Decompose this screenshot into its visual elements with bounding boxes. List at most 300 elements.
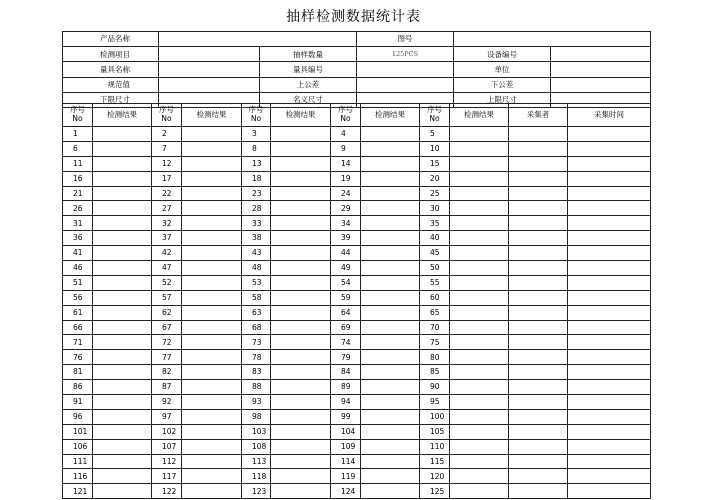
seq-number-cell: 96 bbox=[63, 409, 93, 424]
result-cell[interactable] bbox=[182, 320, 242, 335]
result-cell[interactable] bbox=[361, 231, 420, 246]
table-row bbox=[63, 335, 651, 350]
table-row bbox=[63, 365, 651, 380]
seq-number-cell: 71 bbox=[63, 335, 93, 350]
result-cell[interactable] bbox=[450, 454, 509, 469]
result-cell[interactable] bbox=[93, 186, 152, 201]
collector-cell[interactable] bbox=[509, 246, 568, 261]
table-row bbox=[63, 395, 651, 410]
seq-number-cell: 34 bbox=[331, 216, 361, 231]
result-cell[interactable] bbox=[450, 365, 509, 380]
seq-number-cell: 51 bbox=[63, 275, 93, 290]
result-cell[interactable] bbox=[93, 305, 152, 320]
sample-qty-label: 抽样数量 bbox=[260, 47, 357, 62]
inspection-item-label: 检测项目 bbox=[63, 47, 159, 62]
collect-time-cell[interactable] bbox=[568, 409, 651, 424]
result-cell[interactable] bbox=[182, 424, 242, 439]
seq-number-cell: 82 bbox=[152, 365, 182, 380]
header-row-item bbox=[63, 47, 651, 62]
collect-time-cell[interactable] bbox=[568, 454, 651, 469]
collect-time-cell[interactable] bbox=[568, 484, 651, 499]
seq-number-cell: 31 bbox=[63, 216, 93, 231]
collector-cell[interactable] bbox=[509, 395, 568, 410]
table-row bbox=[63, 216, 651, 231]
collector-cell[interactable] bbox=[509, 409, 568, 424]
collect-time-cell[interactable] bbox=[568, 127, 651, 142]
header-row-product bbox=[63, 32, 651, 47]
result-cell[interactable] bbox=[450, 275, 509, 290]
collector-cell[interactable] bbox=[509, 171, 568, 186]
seq-number-cell: 39 bbox=[331, 231, 361, 246]
result-cell[interactable] bbox=[361, 409, 420, 424]
seq-number-cell: 2 bbox=[152, 127, 182, 142]
result-cell[interactable] bbox=[93, 424, 152, 439]
collector-cell[interactable] bbox=[509, 305, 568, 320]
drawing-no-label: 图号 bbox=[357, 32, 454, 47]
table-row bbox=[63, 320, 651, 335]
seq-number-cell: 40 bbox=[420, 231, 450, 246]
collect-time-cell[interactable] bbox=[568, 380, 651, 395]
spec-field[interactable] bbox=[159, 77, 260, 92]
result-cell[interactable] bbox=[182, 380, 242, 395]
result-cell[interactable] bbox=[93, 127, 152, 142]
result-cell[interactable] bbox=[182, 335, 242, 350]
seq-number-cell: 100 bbox=[420, 409, 450, 424]
upper-limit-label: 上限尺寸 bbox=[454, 92, 551, 107]
seq-number-cell: 66 bbox=[63, 320, 93, 335]
equipment-no-field[interactable] bbox=[551, 47, 651, 62]
seq-number-cell: 121 bbox=[63, 484, 93, 499]
seq-number-cell: 76 bbox=[63, 350, 93, 365]
collect-time-cell[interactable] bbox=[568, 335, 651, 350]
result-cell[interactable] bbox=[361, 127, 420, 142]
collect-time-cell[interactable] bbox=[568, 305, 651, 320]
collect-time-cell[interactable] bbox=[568, 186, 651, 201]
result-cell[interactable] bbox=[182, 261, 242, 276]
result-cell[interactable] bbox=[361, 320, 420, 335]
seq-number-cell: 48 bbox=[242, 261, 271, 276]
result-cell[interactable] bbox=[361, 261, 420, 276]
result-cell[interactable] bbox=[361, 201, 420, 216]
spec-label: 规范值 bbox=[63, 77, 159, 92]
result-cell[interactable] bbox=[450, 231, 509, 246]
result-cell[interactable] bbox=[271, 186, 331, 201]
result-cell[interactable] bbox=[450, 395, 509, 410]
result-header: 检测结果 bbox=[93, 104, 152, 127]
result-cell[interactable] bbox=[93, 171, 152, 186]
seq-number-cell: 103 bbox=[242, 424, 271, 439]
result-cell[interactable] bbox=[271, 424, 331, 439]
result-cell[interactable] bbox=[271, 127, 331, 142]
table-row bbox=[63, 380, 651, 395]
result-cell[interactable] bbox=[93, 275, 152, 290]
collector-cell[interactable] bbox=[509, 454, 568, 469]
result-cell[interactable] bbox=[271, 335, 331, 350]
result-header: 检测结果 bbox=[450, 104, 509, 127]
result-cell[interactable] bbox=[182, 141, 242, 156]
collector-cell[interactable] bbox=[509, 439, 568, 454]
result-cell[interactable] bbox=[361, 380, 420, 395]
result-cell[interactable] bbox=[450, 380, 509, 395]
result-cell[interactable] bbox=[450, 261, 509, 276]
table-header-row bbox=[63, 104, 651, 127]
collect-time-cell[interactable] bbox=[568, 246, 651, 261]
collect-time-cell[interactable] bbox=[568, 320, 651, 335]
table-row bbox=[63, 275, 651, 290]
seq-header: 序号 No bbox=[63, 104, 93, 127]
seq-number-cell: 24 bbox=[331, 186, 361, 201]
sample-data-table bbox=[62, 103, 651, 499]
table-row bbox=[63, 484, 651, 499]
seq-number-cell: 32 bbox=[152, 216, 182, 231]
collector-cell[interactable] bbox=[509, 231, 568, 246]
gauge-no-field[interactable] bbox=[357, 62, 454, 77]
result-cell[interactable] bbox=[93, 365, 152, 380]
seq-number-cell: 125 bbox=[420, 484, 450, 499]
result-cell[interactable] bbox=[361, 439, 420, 454]
seq-number-cell: 81 bbox=[63, 365, 93, 380]
seq-number-cell: 80 bbox=[420, 350, 450, 365]
seq-number-cell: 25 bbox=[420, 186, 450, 201]
seq-number-cell: 38 bbox=[242, 231, 271, 246]
seq-number-cell: 29 bbox=[331, 201, 361, 216]
collector-cell[interactable] bbox=[509, 484, 568, 499]
result-cell[interactable] bbox=[450, 484, 509, 499]
collector-cell[interactable] bbox=[509, 365, 568, 380]
table-row bbox=[63, 261, 651, 276]
result-cell[interactable] bbox=[182, 439, 242, 454]
seq-number-cell: 97 bbox=[152, 409, 182, 424]
result-cell[interactable] bbox=[93, 261, 152, 276]
result-cell[interactable] bbox=[182, 469, 242, 484]
table-row bbox=[63, 186, 651, 201]
result-cell[interactable] bbox=[450, 246, 509, 261]
result-cell[interactable] bbox=[271, 305, 331, 320]
result-cell[interactable] bbox=[361, 186, 420, 201]
result-cell[interactable] bbox=[182, 127, 242, 142]
result-cell[interactable] bbox=[93, 156, 152, 171]
result-cell[interactable] bbox=[271, 156, 331, 171]
seq-number-cell: 6 bbox=[63, 141, 93, 156]
result-cell[interactable] bbox=[93, 141, 152, 156]
result-cell[interactable] bbox=[93, 216, 152, 231]
seq-number-cell: 106 bbox=[63, 439, 93, 454]
collector-cell[interactable] bbox=[509, 290, 568, 305]
seq-number-cell: 124 bbox=[331, 484, 361, 499]
result-cell[interactable] bbox=[182, 186, 242, 201]
result-cell[interactable] bbox=[271, 350, 331, 365]
result-cell[interactable] bbox=[271, 454, 331, 469]
result-cell[interactable] bbox=[271, 201, 331, 216]
collect-time-cell[interactable] bbox=[568, 395, 651, 410]
table-row bbox=[63, 305, 651, 320]
result-cell[interactable] bbox=[182, 216, 242, 231]
collect-time-cell[interactable] bbox=[568, 141, 651, 156]
result-cell[interactable] bbox=[361, 305, 420, 320]
result-cell[interactable] bbox=[271, 409, 331, 424]
result-cell[interactable] bbox=[271, 469, 331, 484]
table-row bbox=[63, 409, 651, 424]
collector-cell[interactable] bbox=[509, 335, 568, 350]
result-cell[interactable] bbox=[93, 350, 152, 365]
seq-number-cell: 61 bbox=[63, 305, 93, 320]
seq-number-cell: 87 bbox=[152, 380, 182, 395]
collector-cell[interactable] bbox=[509, 127, 568, 142]
seq-number-cell: 10 bbox=[420, 141, 450, 156]
result-cell[interactable] bbox=[93, 454, 152, 469]
gauge-name-label: 量具名称 bbox=[63, 62, 159, 77]
seq-number-cell: 120 bbox=[420, 469, 450, 484]
seq-header: 序号 No bbox=[242, 104, 271, 127]
result-cell[interactable] bbox=[271, 231, 331, 246]
collector-cell[interactable] bbox=[509, 275, 568, 290]
seq-number-cell: 16 bbox=[63, 171, 93, 186]
seq-number-cell: 4 bbox=[331, 127, 361, 142]
result-cell[interactable] bbox=[271, 484, 331, 499]
result-cell[interactable] bbox=[182, 246, 242, 261]
result-cell[interactable] bbox=[271, 216, 331, 231]
collect-time-cell[interactable] bbox=[568, 171, 651, 186]
collect-time-cell[interactable] bbox=[568, 439, 651, 454]
seq-number-cell: 104 bbox=[331, 424, 361, 439]
seq-number-cell: 19 bbox=[331, 171, 361, 186]
result-cell[interactable] bbox=[93, 380, 152, 395]
seq-number-cell: 123 bbox=[242, 484, 271, 499]
seq-number-cell: 99 bbox=[331, 409, 361, 424]
result-cell[interactable] bbox=[182, 305, 242, 320]
seq-number-cell: 5 bbox=[420, 127, 450, 142]
result-cell[interactable] bbox=[271, 380, 331, 395]
result-cell[interactable] bbox=[271, 395, 331, 410]
table-row bbox=[63, 439, 651, 454]
seq-number-cell: 117 bbox=[152, 469, 182, 484]
result-cell[interactable] bbox=[450, 424, 509, 439]
seq-number-cell: 9 bbox=[331, 141, 361, 156]
upper-tol-label: 上公差 bbox=[260, 77, 357, 92]
upper-tol-field[interactable] bbox=[357, 77, 454, 92]
seq-header: 序号 No bbox=[420, 104, 450, 127]
collect-time-cell[interactable] bbox=[568, 350, 651, 365]
result-cell[interactable] bbox=[450, 350, 509, 365]
result-cell[interactable] bbox=[450, 305, 509, 320]
result-cell[interactable] bbox=[450, 156, 509, 171]
result-cell[interactable] bbox=[450, 186, 509, 201]
result-cell[interactable] bbox=[271, 275, 331, 290]
result-cell[interactable] bbox=[93, 335, 152, 350]
seq-number-cell: 64 bbox=[331, 305, 361, 320]
result-cell[interactable] bbox=[450, 290, 509, 305]
collector-cell[interactable] bbox=[509, 186, 568, 201]
lower-tol-field[interactable] bbox=[551, 77, 651, 92]
collect-time-cell[interactable] bbox=[568, 275, 651, 290]
seq-number-cell: 47 bbox=[152, 261, 182, 276]
table-row bbox=[63, 246, 651, 261]
result-cell[interactable] bbox=[182, 409, 242, 424]
seq-number-cell: 77 bbox=[152, 350, 182, 365]
result-cell[interactable] bbox=[450, 335, 509, 350]
seq-number-cell: 13 bbox=[242, 156, 271, 171]
gauge-name-field[interactable] bbox=[159, 62, 260, 77]
seq-number-cell: 55 bbox=[420, 275, 450, 290]
seq-number-cell: 91 bbox=[63, 395, 93, 410]
seq-number-cell: 69 bbox=[331, 320, 361, 335]
result-cell[interactable] bbox=[93, 395, 152, 410]
result-cell[interactable] bbox=[182, 201, 242, 216]
result-cell[interactable] bbox=[182, 156, 242, 171]
seq-number-cell: 119 bbox=[331, 469, 361, 484]
result-cell[interactable] bbox=[93, 290, 152, 305]
result-cell[interactable] bbox=[182, 275, 242, 290]
seq-number-cell: 11 bbox=[63, 156, 93, 171]
seq-number-cell: 93 bbox=[242, 395, 271, 410]
seq-number-cell: 115 bbox=[420, 454, 450, 469]
result-cell[interactable] bbox=[182, 395, 242, 410]
seq-number-cell: 1 bbox=[63, 127, 93, 142]
seq-number-cell: 14 bbox=[331, 156, 361, 171]
collector-cell[interactable] bbox=[509, 261, 568, 276]
collector-cell[interactable] bbox=[509, 380, 568, 395]
result-cell[interactable] bbox=[93, 484, 152, 499]
seq-number-cell: 63 bbox=[242, 305, 271, 320]
seq-number-cell: 113 bbox=[242, 454, 271, 469]
result-cell[interactable] bbox=[271, 246, 331, 261]
collect-time-cell[interactable] bbox=[568, 261, 651, 276]
collector-cell[interactable] bbox=[509, 424, 568, 439]
result-cell[interactable] bbox=[93, 409, 152, 424]
seq-number-cell: 79 bbox=[331, 350, 361, 365]
seq-number-cell: 98 bbox=[242, 409, 271, 424]
result-cell[interactable] bbox=[361, 335, 420, 350]
product-name-field[interactable] bbox=[159, 32, 357, 47]
seq-number-cell: 12 bbox=[152, 156, 182, 171]
result-cell[interactable] bbox=[271, 290, 331, 305]
page-title: 抽样检测数据统计表 bbox=[286, 9, 421, 25]
result-cell[interactable] bbox=[361, 350, 420, 365]
result-cell[interactable] bbox=[450, 320, 509, 335]
result-cell[interactable] bbox=[450, 171, 509, 186]
collector-cell[interactable] bbox=[509, 469, 568, 484]
seq-number-cell: 37 bbox=[152, 231, 182, 246]
collect-time-header: 采集时间 bbox=[568, 104, 651, 127]
result-cell[interactable] bbox=[361, 365, 420, 380]
result-cell[interactable] bbox=[361, 246, 420, 261]
seq-number-cell: 111 bbox=[63, 454, 93, 469]
result-cell[interactable] bbox=[271, 171, 331, 186]
seq-number-cell: 8 bbox=[242, 141, 271, 156]
result-cell[interactable] bbox=[361, 454, 420, 469]
result-cell[interactable] bbox=[271, 261, 331, 276]
collect-time-cell[interactable] bbox=[568, 156, 651, 171]
result-cell[interactable] bbox=[271, 365, 331, 380]
result-cell[interactable] bbox=[271, 439, 331, 454]
seq-number-cell: 20 bbox=[420, 171, 450, 186]
collector-cell[interactable] bbox=[509, 141, 568, 156]
result-cell[interactable] bbox=[361, 156, 420, 171]
result-cell[interactable] bbox=[450, 216, 509, 231]
table-row bbox=[63, 156, 651, 171]
result-cell[interactable] bbox=[271, 320, 331, 335]
seq-number-cell: 65 bbox=[420, 305, 450, 320]
result-cell[interactable] bbox=[182, 171, 242, 186]
seq-number-cell: 114 bbox=[331, 454, 361, 469]
equipment-no-label: 设备编号 bbox=[454, 47, 551, 62]
result-cell[interactable] bbox=[361, 275, 420, 290]
seq-number-cell: 62 bbox=[152, 305, 182, 320]
result-cell[interactable] bbox=[450, 469, 509, 484]
result-cell[interactable] bbox=[182, 231, 242, 246]
result-cell[interactable] bbox=[361, 469, 420, 484]
result-cell[interactable] bbox=[361, 141, 420, 156]
drawing-no-field[interactable] bbox=[454, 32, 651, 47]
collect-time-cell[interactable] bbox=[568, 365, 651, 380]
result-cell[interactable] bbox=[271, 141, 331, 156]
seq-number-cell: 95 bbox=[420, 395, 450, 410]
result-header: 检测结果 bbox=[271, 104, 331, 127]
result-cell[interactable] bbox=[361, 395, 420, 410]
result-cell[interactable] bbox=[93, 231, 152, 246]
seq-number-cell: 109 bbox=[331, 439, 361, 454]
collect-time-cell[interactable] bbox=[568, 201, 651, 216]
result-cell[interactable] bbox=[93, 246, 152, 261]
table-row bbox=[63, 454, 651, 469]
table-row bbox=[63, 469, 651, 484]
seq-header: 序号 No bbox=[152, 104, 182, 127]
collect-time-cell[interactable] bbox=[568, 469, 651, 484]
result-cell[interactable] bbox=[450, 409, 509, 424]
collector-cell[interactable] bbox=[509, 350, 568, 365]
product-name-label: 产品名称 bbox=[63, 32, 159, 47]
result-cell[interactable] bbox=[361, 424, 420, 439]
result-cell[interactable] bbox=[93, 469, 152, 484]
seq-number-cell: 28 bbox=[242, 201, 271, 216]
result-cell[interactable] bbox=[450, 127, 509, 142]
result-cell[interactable] bbox=[182, 365, 242, 380]
result-cell[interactable] bbox=[450, 439, 509, 454]
collect-time-cell[interactable] bbox=[568, 231, 651, 246]
seq-number-cell: 88 bbox=[242, 380, 271, 395]
sample-qty-value[interactable]: 125PCS bbox=[357, 47, 454, 62]
result-cell[interactable] bbox=[182, 350, 242, 365]
seq-number-cell: 56 bbox=[63, 290, 93, 305]
result-cell[interactable] bbox=[361, 171, 420, 186]
result-cell[interactable] bbox=[182, 484, 242, 499]
result-cell[interactable] bbox=[93, 320, 152, 335]
result-cell[interactable] bbox=[93, 439, 152, 454]
seq-number-cell: 27 bbox=[152, 201, 182, 216]
collect-time-cell[interactable] bbox=[568, 216, 651, 231]
result-cell[interactable] bbox=[93, 201, 152, 216]
seq-number-cell: 30 bbox=[420, 201, 450, 216]
collect-time-cell[interactable] bbox=[568, 290, 651, 305]
seq-number-cell: 110 bbox=[420, 439, 450, 454]
result-cell[interactable] bbox=[450, 201, 509, 216]
unit-field[interactable] bbox=[551, 62, 651, 77]
collect-time-cell[interactable] bbox=[568, 424, 651, 439]
header-row-gauge bbox=[63, 62, 651, 77]
result-cell[interactable] bbox=[450, 141, 509, 156]
result-cell[interactable] bbox=[361, 290, 420, 305]
result-cell[interactable] bbox=[182, 290, 242, 305]
seq-number-cell: 15 bbox=[420, 156, 450, 171]
inspection-item-field[interactable] bbox=[159, 47, 260, 62]
collector-cell[interactable] bbox=[509, 201, 568, 216]
collector-cell[interactable] bbox=[509, 216, 568, 231]
result-cell[interactable] bbox=[361, 216, 420, 231]
collector-cell[interactable] bbox=[509, 156, 568, 171]
result-cell[interactable] bbox=[361, 484, 420, 499]
result-cell[interactable] bbox=[182, 454, 242, 469]
collector-cell[interactable] bbox=[509, 320, 568, 335]
